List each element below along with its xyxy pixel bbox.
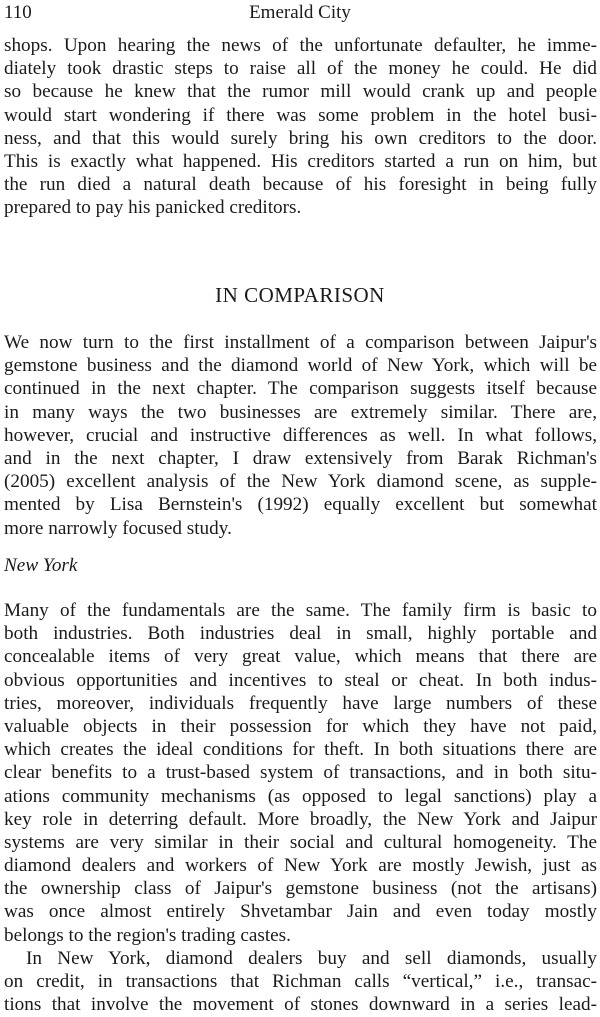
text-line: diately took drastic steps to raise all of the money he could. He did <box>4 58 597 80</box>
text-line: prepared to pay his panicked creditors. <box>4 197 302 219</box>
text-line: shops. Upon hearing the news of the unfortunate defaulter, he imme- <box>4 35 597 56</box>
text-line: which creates the ideal conditions for theft. In both situations there are <box>4 739 597 761</box>
text-line: the ownership class of Jaipur's gemstone business (not the artisans) <box>4 878 597 900</box>
text-line: was once almost entirely Shvetambar Jain and even today mostly <box>4 901 597 923</box>
text-line: This is exactly what happened. His creditors started a run on him, but <box>4 150 597 172</box>
paragraph-2 <box>4 331 597 540</box>
text-line: obvious opportunities and incentives to steal or cheat. In both indus- <box>4 669 597 691</box>
text-line: so because he knew that the rumor mill would crank up and people <box>4 81 597 103</box>
text-line: ations community mechanisms (as opposed to legal sanctions) play a <box>4 785 597 807</box>
text-line: more narrowly focused study. <box>4 517 232 539</box>
text-line: In New York, diamond dealers buy and sell diamonds, usually <box>26 948 597 969</box>
paragraph-1 <box>4 34 597 220</box>
section-heading: IN COMPARISON <box>215 283 385 307</box>
text-line: continued in the next chapter. The comparison suggests itself because <box>4 378 597 400</box>
text-line: on credit, in transactions that Richman calls “vertical,” i.e., transac- <box>4 971 597 993</box>
text-line: ness, and that this would surely bring his own creditors to the door. <box>4 127 597 149</box>
text-line: We now turn to the first installment of a comparison between Jaipur's <box>4 332 597 353</box>
text-line: the run died a natural death because of his foresight in being fully <box>4 174 597 196</box>
text-line: (2005) excellent analysis of the New York diamond scene, as supple- <box>4 471 597 493</box>
text-line: key role in deterring default. More broadly, the New York and Jaipur <box>4 808 597 830</box>
running-title: Emerald City <box>249 2 351 23</box>
text-line: mented by Lisa Bernstein's (1992) equally excellent but somewhat <box>4 494 597 516</box>
page-number: 110 <box>4 2 32 23</box>
text-line: and in the next chapter, I draw extensively from Barak Richman's <box>4 447 597 469</box>
text-line: systems are very similar in their social and cultural homogeneity. The <box>4 831 597 853</box>
text-line: tions that involve the movement of stones downward in a series lead- <box>4 994 597 1016</box>
text-line: both industries. Both industries deal in small, highly portable and <box>4 623 597 645</box>
text-line: diamond dealers and workers of New York are mostly Jewish, just as <box>4 855 597 877</box>
text-line: would start wondering if there was some problem in the hotel busi- <box>4 104 597 126</box>
subheading: New York <box>4 555 78 576</box>
paragraph-4 <box>4 947 597 1017</box>
text-line: belongs to the region's trading castes. <box>4 924 291 946</box>
text-line: in many ways the two businesses are extremely similar. There are, <box>4 401 597 423</box>
paragraph-3 <box>4 599 597 947</box>
text-line: tries, moreover, individuals frequently have large numbers of these <box>4 692 597 714</box>
text-line: clear benefits to a trust-based system of transactions, and in both situ- <box>4 762 597 784</box>
text-line: however, crucial and instructive differences as well. In what follows, <box>4 424 597 446</box>
text-line: gemstone business and the diamond world of New York, which will be <box>4 355 597 377</box>
text-line: Many of the fundamentals are the same. The family firm is basic to <box>4 600 597 621</box>
text-line: concealable items of very great value, which means that there are <box>4 646 597 668</box>
text-line: valuable objects in their possession for which they have not paid, <box>4 715 597 737</box>
